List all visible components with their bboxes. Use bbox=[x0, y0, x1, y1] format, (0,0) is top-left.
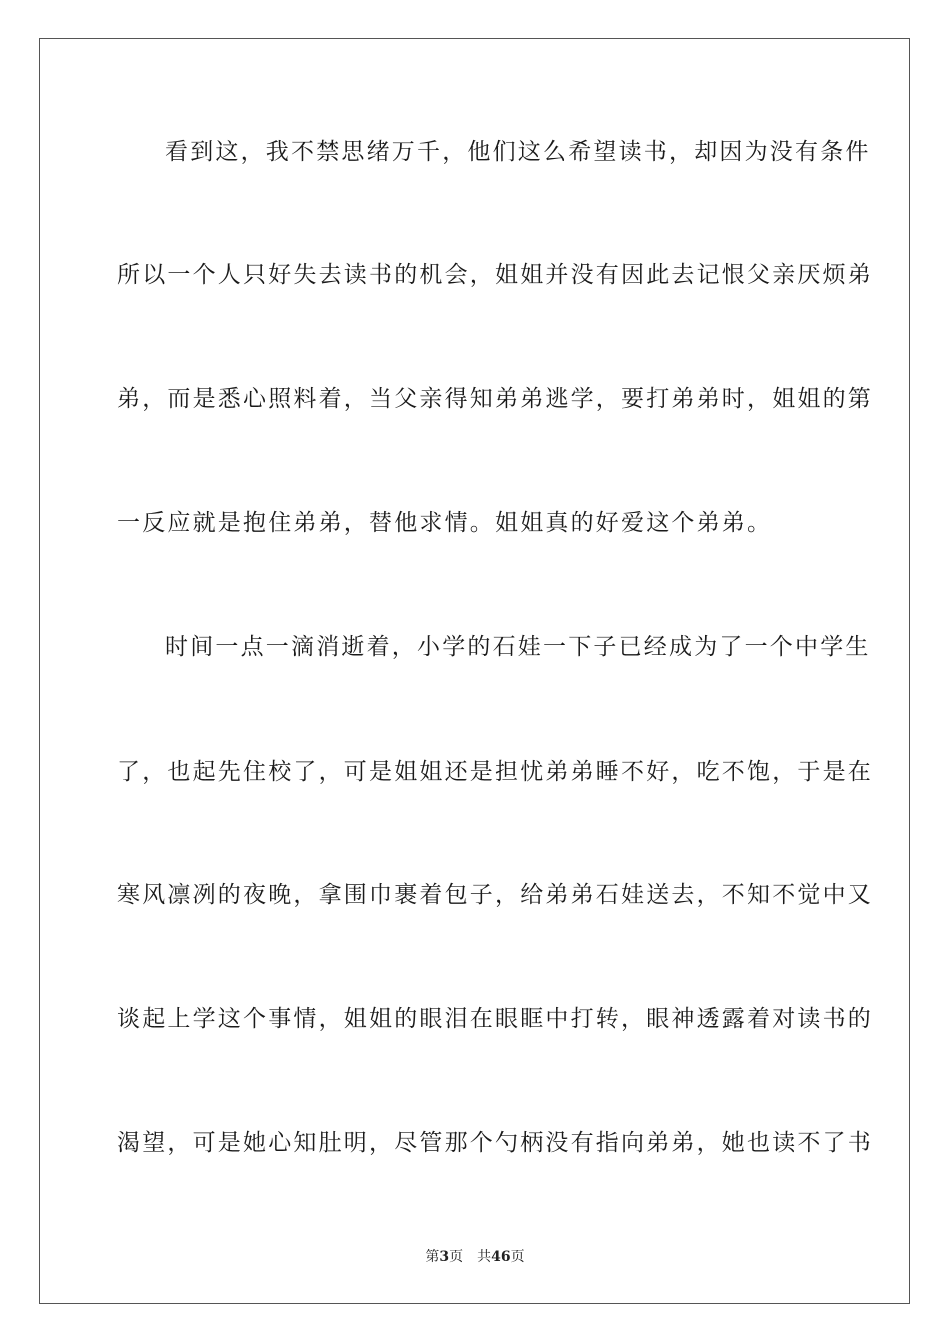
paragraph-1-line-2: 所以一个人只好失去读书的机会，姐姐并没有因此去记恨父亲厌烦弟 bbox=[117, 262, 873, 288]
paragraph-2-line-5: 渴望，可是她心知肚明，尽管那个勺柄没有指向弟弟，她也读不了书 bbox=[117, 1130, 873, 1156]
page-border bbox=[39, 38, 910, 1304]
page-prefix: 第 bbox=[425, 1249, 440, 1265]
total-pages: 46 bbox=[491, 1249, 511, 1265]
page-suffix: 页 bbox=[449, 1249, 464, 1265]
paragraph-2-line-3: 寒风凛冽的夜晚，拿围巾裹着包子，给弟弟石娃送去，不知不觉中又 bbox=[117, 882, 873, 908]
paragraph-2-line-4: 谈起上学这个事情，姐姐的眼泪在眼眶中打转，眼神透露着对读书的 bbox=[117, 1006, 873, 1032]
paragraph-1-line-3: 弟，而是悉心照料着，当父亲得知弟弟逃学，要打弟弟时，姐姐的第 bbox=[117, 386, 873, 412]
paragraph-1-line-1: 看到这，我不禁思绪万千，他们这么希望读书，却因为没有条件 bbox=[165, 139, 871, 165]
page-footer bbox=[0, 1248, 950, 1266]
total-prefix: 共 bbox=[477, 1249, 492, 1265]
page-number: 3 bbox=[439, 1249, 450, 1265]
paragraph-2-line-1: 时间一点一滴消逝着，小学的石娃一下子已经成为了一个中学生 bbox=[165, 634, 871, 660]
paragraph-2-line-2: 了，也起先住校了，可是姐姐还是担忧弟弟睡不好，吃不饱，于是在 bbox=[117, 759, 873, 785]
total-suffix: 页 bbox=[510, 1249, 525, 1265]
paragraph-1-line-4: 一反应就是抱住弟弟，替他求情。姐姐真的好爱这个弟弟。 bbox=[117, 510, 773, 536]
